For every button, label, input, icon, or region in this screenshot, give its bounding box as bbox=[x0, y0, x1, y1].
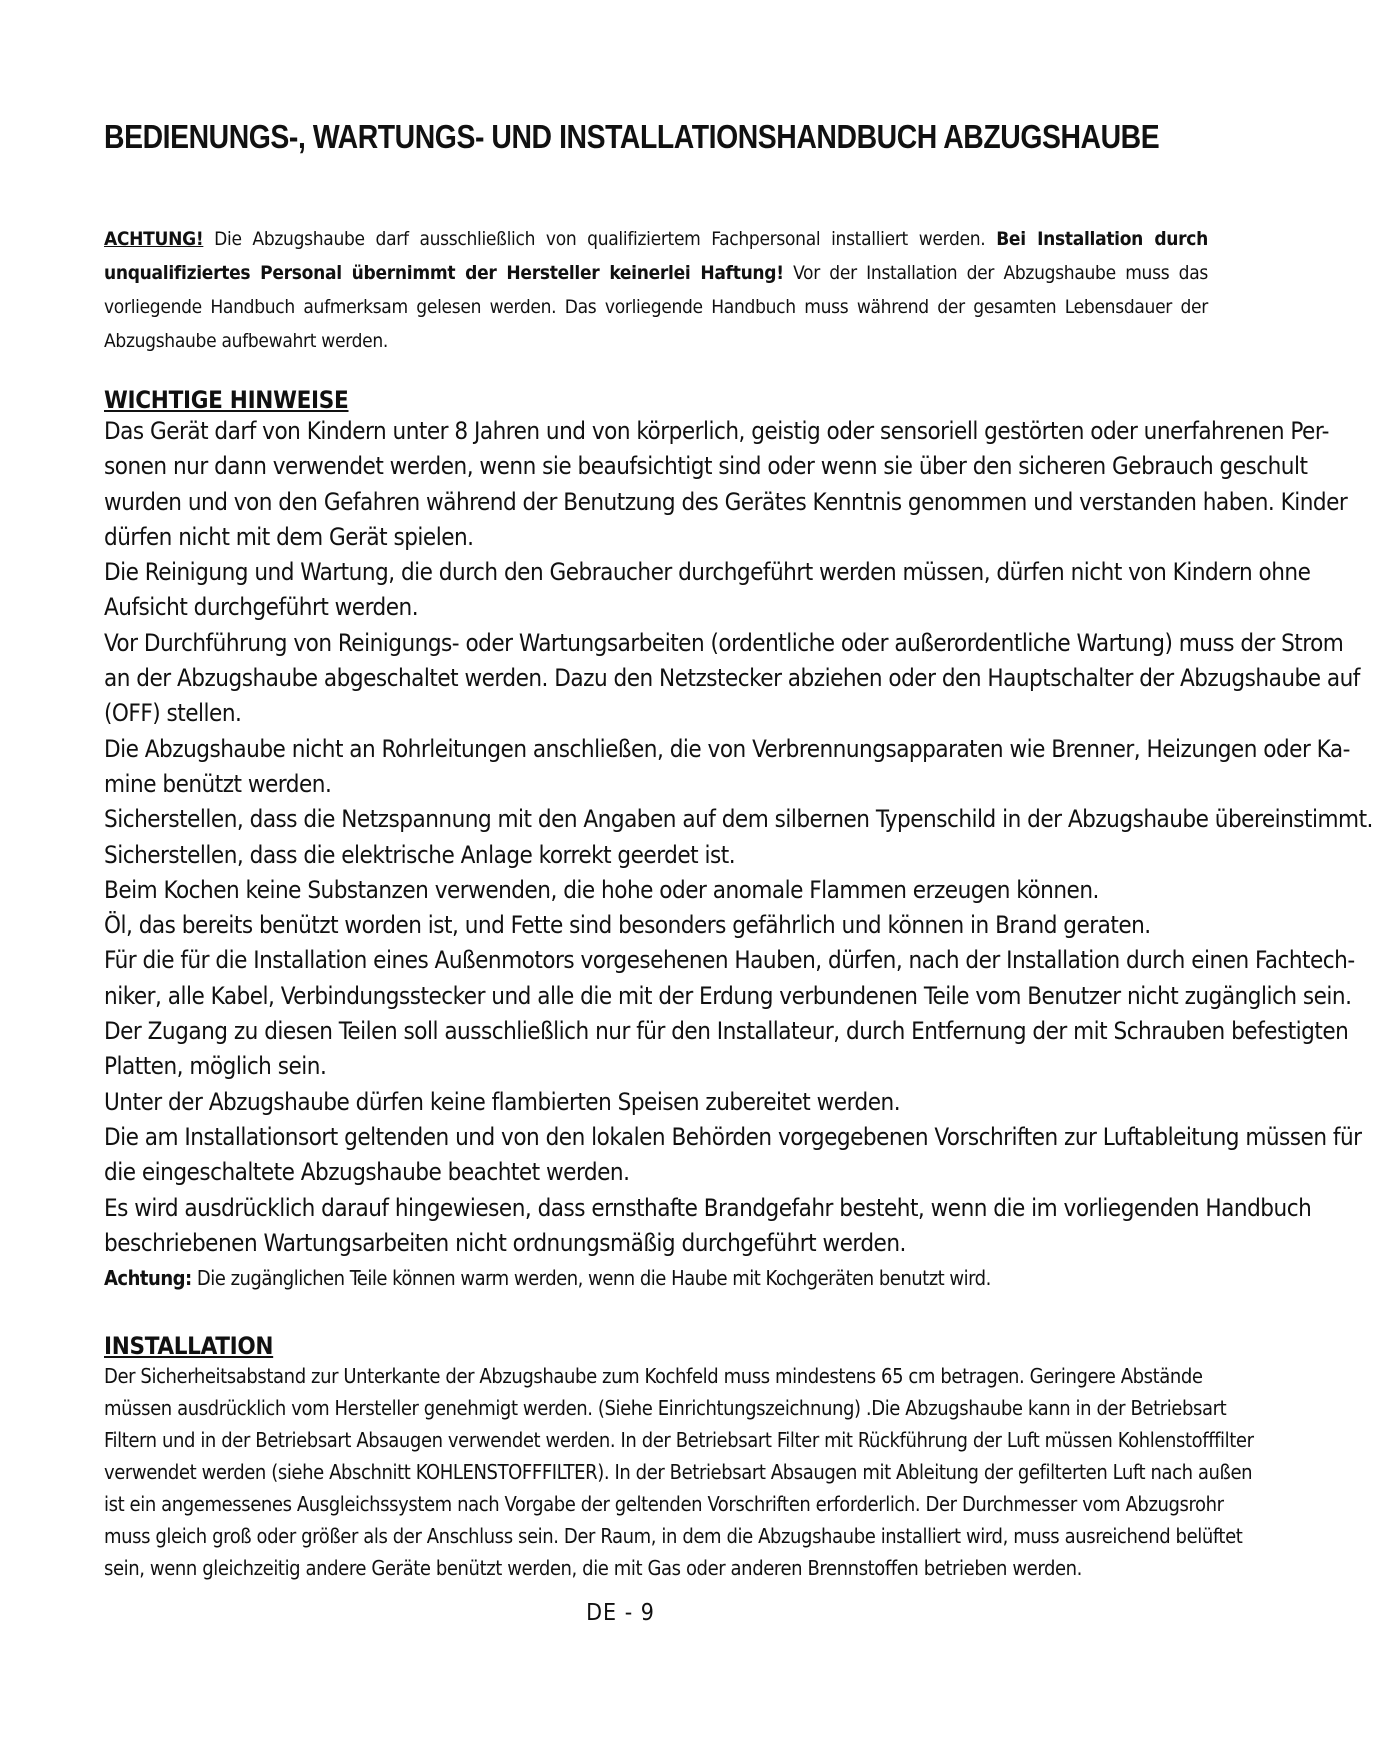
text-line: sonen nur dann verwendet werden, wenn sie beaufsichtigt sind oder wenn sie über den sicheren Gebrauch geschult bbox=[104, 452, 1308, 481]
text-line: Das Gerät darf von Kindern unter 8 Jahren und von körperlich, geistig oder sensoriell gestörten oder unerfahrenen Per- bbox=[104, 417, 1329, 445]
text-line: wurden und von den Gefahren während der Benutzung des Gerätes Kenntnis genommen und verstanden haben. Kinder bbox=[104, 487, 1348, 516]
page-number: DE - 9 bbox=[586, 1600, 655, 1626]
text-line: Sicherstellen, dass die elektrische Anlage korrekt geerdet ist. bbox=[104, 840, 736, 869]
warning-paragraph bbox=[104, 222, 1208, 358]
text-line: Platten, möglich sein. bbox=[104, 1052, 327, 1081]
text-line: Für die für die Installation eines Außenmotors vorgesehenen Hauben, dürfen, nach der Installation durch einen Fachtech- bbox=[104, 946, 1355, 975]
installation-body bbox=[104, 1360, 1254, 1584]
text-line: Es wird ausdrücklich darauf hingewiesen, dass ernsthafte Brandgefahr besteht, wenn die im vorliegenden Handbuch bbox=[104, 1193, 1312, 1222]
text-line: verwendet werden (siehe Abschnitt KOHLENSTOFFFILTER). In der Betriebsart Absaugen mit Ableitung der gefilterten Luft nach außen bbox=[104, 1460, 1253, 1485]
text-line: sein, wenn gleichzeitig andere Geräte benützt werden, die mit Gas oder anderen Brennstoffen betrieben werden. bbox=[104, 1556, 1082, 1581]
text-line: Filtern und in der Betriebsart Absaugen verwendet werden. In der Betriebsart Filter mit Rückführung der Luft müssen Kohlenstofffilter bbox=[104, 1428, 1254, 1453]
text-line: Der Sicherheitsabstand zur Unterkante der Abzugshaube zum Kochfeld muss mindestens 65 cm betragen. Geringere Abstände bbox=[104, 1364, 1203, 1389]
text-line: die eingeschaltete Abzugshaube beachtet werden. bbox=[104, 1158, 630, 1187]
text-line: Der Zugang zu diesen Teilen soll ausschließlich nur für den Installateur, durch Entfernung der mit Schrauben befestigten bbox=[104, 1017, 1349, 1046]
note-label: Achtung: bbox=[104, 1266, 192, 1291]
section-heading-hinweise: WICHTIGE HINWEISE bbox=[104, 386, 349, 414]
warning-text-2: Vor der Installation der Abzugshaube muss das vorliegende Handbuch aufmerksam gelesen werden. Das vorliegende Handbuch muss während der gesamten Lebensdauer der Abzugshaube aufbewahrt werden. bbox=[104, 262, 1209, 352]
text-line: Beim Kochen keine Substanzen verwenden, die hohe oder anomale Flammen erzeugen können. bbox=[104, 875, 1099, 904]
text-line: Die am Installationsort geltenden und von den lokalen Behörden vorgegebenen Vorschriften zur Luftableitung müssen für bbox=[104, 1122, 1362, 1151]
note-line bbox=[104, 1261, 1208, 1296]
page-title: BEDIENUNGS-, WARTUNGS- UND INSTALLATIONSHANDBUCH ABZUGSHAUBE bbox=[104, 118, 1160, 155]
hinweise-body bbox=[104, 414, 1373, 1296]
text-line: müssen ausdrücklich vom Hersteller genehmigt werden. (Siehe Einrichtungszeichnung) .Die Abzugshaube kann in der Betriebsart bbox=[104, 1396, 1227, 1421]
text-line: Unter der Abzugshaube dürfen keine flambierten Speisen zubereitet werden. bbox=[104, 1087, 901, 1116]
warning-label: ACHTUNG! bbox=[104, 228, 204, 250]
section-heading-installation: INSTALLATION bbox=[104, 1332, 274, 1361]
text-line: Öl, das bereits benützt worden ist, und Fette sind besonders gefährlich und können in Brand geraten. bbox=[104, 911, 1151, 940]
text-line: Die Abzugshaube nicht an Rohrleitungen anschließen, die von Verbrennungsapparaten wie Brenner, Heizungen oder Ka- bbox=[104, 734, 1350, 763]
note-text: Die zugänglichen Teile können warm werden, wenn die Haube mit Kochgeräten benutzt wird. bbox=[191, 1266, 991, 1291]
text-line: Sicherstellen, dass die Netzspannung mit den Angaben auf dem silbernen Typenschild in der Abzugshaube übereinstimmt. bbox=[104, 805, 1373, 834]
text-line: muss gleich groß oder größer als der Anschluss sein. Der Raum, in dem die Abzugshaube installiert wird, muss ausreichend belüftet bbox=[104, 1524, 1243, 1549]
text-line: (OFF) stellen. bbox=[104, 699, 242, 728]
text-line: an der Abzugshaube abgeschaltet werden. Dazu den Netzstecker abziehen oder den Hauptschalter der Abzugshaube auf bbox=[104, 664, 1360, 693]
text-line: Vor Durchführung von Reinigungs- oder Wartungsarbeiten (ordentliche oder außerordentliche Wartung) muss der Strom bbox=[104, 628, 1344, 657]
warning-text-1: Die Abzugshaube darf ausschließlich von qualifiziertem Fachpersonal installiert werden. bbox=[203, 228, 997, 250]
text-line: dürfen nicht mit dem Gerät spielen. bbox=[104, 522, 474, 551]
text-line: Die Reinigung und Wartung, die durch den Gebraucher durchgeführt werden müssen, dürfen nicht von Kindern ohne bbox=[104, 558, 1311, 587]
text-line: ist ein angemessenes Ausgleichssystem nach Vorgabe der geltenden Vorschriften erforderlich. Der Durchmesser vom Abzugsrohr bbox=[104, 1492, 1224, 1517]
text-line: Aufsicht durchgeführt werden. bbox=[104, 593, 419, 622]
warning-bold-text: Bei Installation durch unqualifiziertes Personal übernimmt der Hersteller keinerlei Haftung! bbox=[104, 228, 1208, 284]
manual-page bbox=[104, 118, 1373, 1584]
text-line: mine benützt werden. bbox=[104, 769, 332, 798]
text-line: niker, alle Kabel, Verbindungsstecker und alle die mit der Erdung verbundenen Teile vom Benutzer nicht zugänglich sein. bbox=[104, 981, 1352, 1010]
text-line: beschriebenen Wartungsarbeiten nicht ordnungsmäßig durchgeführt werden. bbox=[104, 1228, 906, 1257]
